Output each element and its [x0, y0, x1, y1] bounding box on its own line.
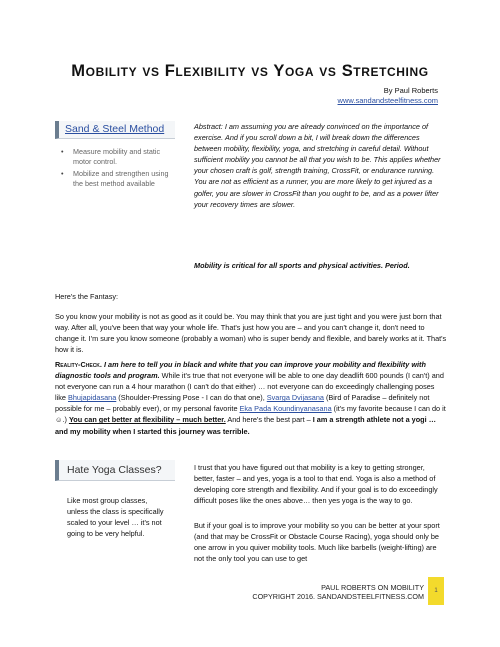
abstract [194, 121, 442, 210]
reality-text: And here's the best part – [225, 415, 313, 425]
website-link[interactable]: www.sandandsteelfitness.com [337, 96, 438, 105]
method-list-item: • Measure mobility and static motor control. [55, 147, 175, 167]
yoga-sidebar-text: Like most group classes, unless the class is specifically scaled to your level … it's not going to be very helpful. [67, 496, 164, 539]
method-list [55, 147, 175, 189]
pose-link-eka-pada[interactable]: Eka Pada Koundinyanasana [239, 404, 332, 414]
reality-label: Reality-Check. [55, 360, 102, 369]
method-list-item: • Mobilize and strengthen using the best method available [55, 169, 175, 189]
page-title: Mobility vs Flexibility vs Yoga vs Stretching [71, 62, 429, 80]
author: By Paul Roberts [383, 86, 438, 95]
footer-copyright: COPYRIGHT 2016. SANDANDSTEELFITNESS.COM [252, 592, 424, 601]
abstract-label: Abstract: [194, 122, 223, 131]
method-sidebar-heading[interactable]: Sand & Steel Method [55, 121, 175, 139]
abstract-closing: Mobility is critical for all sports and physical activities. Period. [194, 261, 410, 270]
pose-link-svarga-dvijasana[interactable]: Svarga Dvijasana [266, 393, 324, 403]
yoga-sidebar-heading: Hate Yoga Classes? [55, 460, 175, 481]
byline [338, 86, 438, 106]
page-number: 1 [428, 577, 444, 605]
reality-conclusion: I am a strength athlete not a yogi … and my mobility when I started this journey was terrible. [55, 415, 436, 436]
right-paragraph-2: But if your goal is to improve your mobility so you can be better at your sport (and that may be CrossFit or Obstacle Course Racing), yoga should only be one arrow in you quiver mobility tools. Much like barbells (weight-lifting) are not the only tool you can use to get [194, 521, 440, 564]
reality-text: While it's true that not everyone will be able to one day deadlift 600 pounds (I can't) and not everyone can run a 4 hour marathon (I can't do that either) … not everyone can do exceedingly challenging poses like [55, 371, 444, 403]
right-paragraph-1: I trust that you have figured out that mobility is a key to getting stronger, better, faster – and yes, yoga is a tool to that end. Yoga is also a method of developing core strength and flexibility. And if your goal is to do exceedingly difficult poses like the ones above… then yes yoga is the way to go. [194, 463, 438, 506]
footer-title: PAUL ROBERTS ON MOBILITY [321, 583, 424, 592]
reality-paragraph [55, 359, 447, 437]
method-sidebar [55, 121, 175, 191]
reality-text: (Bird of Paradise – definitely not possible for me – probably ever), or my personal favorite [55, 393, 430, 414]
reality-intro: I am here to tell you in black and white that you can improve your mobility and flexibility with diagnostic tools and program. [55, 360, 426, 381]
pose-link-bhujapidasana[interactable]: Bhujapidasana [67, 393, 117, 403]
yoga-sidebar [55, 460, 175, 539]
reality-emphasis: You can get better at flexibility – much better. [68, 415, 226, 425]
reality-text: (Shoulder-Pressing Pose - I can do that one), [116, 393, 267, 403]
abstract-text: I am assuming you are already convinced on the importance of exercise. And if you scroll down a bit, I will break down the differences between mobility, flexibility, yoga, and stretching in careful detail. Without sufficient mobility you cannot be all that you wish to be. This applies whether your chosen craft is golf, strength training, CrossFit, or endurance running. You are not as efficient as a runner, you are more likely to get injured as a golfer, you are slower in CrossFit than you ought to be, and as a power lifter your recovery times are slower. [194, 122, 441, 209]
fantasy-heading: Here's the Fantasy: [55, 292, 119, 301]
reality-text: (it's my favorite because I can do it ☺.) [55, 404, 446, 425]
page-footer [252, 583, 424, 601]
fantasy-paragraph: So you know your mobility is not as good as it could be. You may think that you are just tight and you were just born that way. After all, you've been that way your whole life. That's just how you are – and you can't change it, don't need to change it. I'm sure you know someone (probably a woman) who is super bendy and flexible, and barely works at it. That's how it is. [55, 312, 447, 355]
